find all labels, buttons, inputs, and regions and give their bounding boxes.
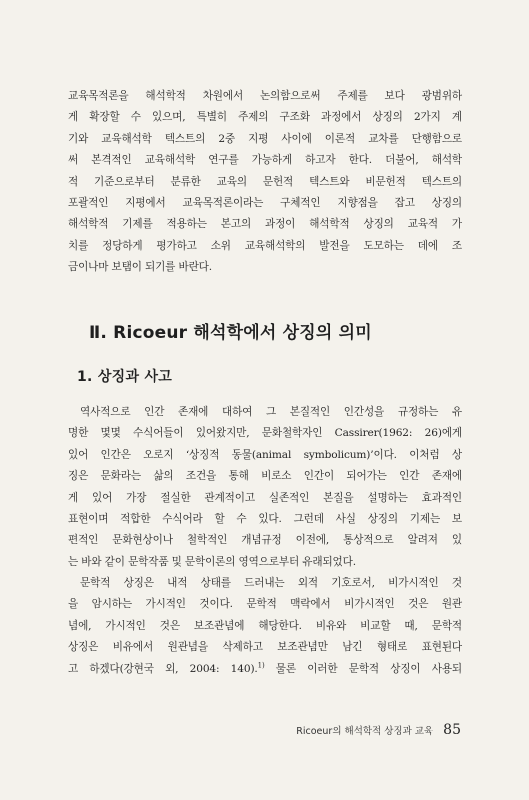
text-line: 포괄적인 지평에서 교육목적론이라는 구체적인 지향점을 잡고 상징의 <box>68 197 462 210</box>
body-paragraph-2 <box>68 573 462 680</box>
sub-heading: 1. 상징과 사고 <box>77 369 173 385</box>
text-line: 문학적 상징은 내적 상태를 드러내는 외적 기호로서, 비가시적인 것 <box>80 577 462 589</box>
text-line: 편적인 문화현상이나 철학적인 개념규정 이전에, 통상적으로 알려져 있 <box>68 534 462 547</box>
intro-paragraph <box>68 86 462 279</box>
text-line: 는 바와 같이 문학작품 및 문학이론의 영역으로부터 유래되었다. <box>68 555 356 568</box>
text-line: 명한 몇몇 수식어들이 있어왔지만, 문화철학자인 Cassirer(1962: 26)에게 <box>68 427 462 440</box>
text-line: 교육목적론을 해석학적 차원에서 논의함으로써 주제를 보다 광범위하 <box>68 90 462 102</box>
citation-text: 고 하겠다(강현국 외, 2004: 140). <box>68 662 258 675</box>
text-line-with-footnote <box>68 659 462 680</box>
line-tail: 물론 이러한 문학적 상징이 사용되 <box>264 662 462 675</box>
section-heading: Ⅱ. Ricoeur 해석학에서 상징의 의미 <box>89 323 372 343</box>
running-title: Ricoeur의 해석학적 상징과 교육 <box>296 726 434 737</box>
text-line: 징은 문화라는 삶의 조건을 통해 비로소 인간이 되어가는 인간 존재에 <box>68 470 462 483</box>
text-line: 해석학적 기제를 적용하는 본고의 과정이 해석학적 상징의 교육적 가 <box>68 218 462 231</box>
page-footer <box>296 722 461 738</box>
text-line: 역사적으로 인간 존재에 대하여 그 본질적인 인간성을 규정하는 유 <box>80 406 462 418</box>
text-line: 게 확장할 수 있으며, 특별히 주제의 구조화 과정에서 상징의 2가지 계 <box>68 111 462 124</box>
text-line: 기와 교육해석학 텍스트의 2중 지평 사이에 이론적 교차를 단행함으로 <box>68 132 462 145</box>
text-line: 을 암시하는 가시적인 것이다. 문학적 맥락에서 비가시적인 것은 원관 <box>68 598 462 611</box>
page-number: 85 <box>443 722 461 738</box>
footnote-ref[interactable]: 1) <box>257 661 265 670</box>
text-line: 표현이며 적합한 수식어라 할 수 있다. 그런데 사실 상징의 기제는 보 <box>68 513 462 526</box>
text-line: 상징은 비유에서 원관념을 삭제하고 보조관념만 남긴 형태로 표현된다 <box>68 641 462 654</box>
text-line: 치를 정당하게 평가하고 소위 교육해석학의 발전을 도모하는 데에 조 <box>68 239 462 252</box>
text-line: 금이나마 보탬이 되기를 바란다. <box>68 261 212 274</box>
text-line: 써 본격적인 교육해석학 연구를 가능하게 하고자 한다. 더불어, 해석학 <box>68 154 462 167</box>
text-line: 게 있어 가장 절실한 관계적이고 실존적인 본질을 설명하는 효과적인 <box>68 491 462 504</box>
text-line: 념에, 가시적인 것은 보조관념에 해당한다. 비유와 비교할 때, 문학적 <box>68 619 462 632</box>
body-paragraph-1 <box>68 402 462 573</box>
text-line: 적 기준으로부터 분류한 교육의 문헌적 텍스트와 비문헌적 텍스트의 <box>68 175 462 188</box>
text-line: 있어 인간은 오로지 ‘상징적 동물(animal symbolicum)’이다. 이처럼 상 <box>68 448 462 461</box>
